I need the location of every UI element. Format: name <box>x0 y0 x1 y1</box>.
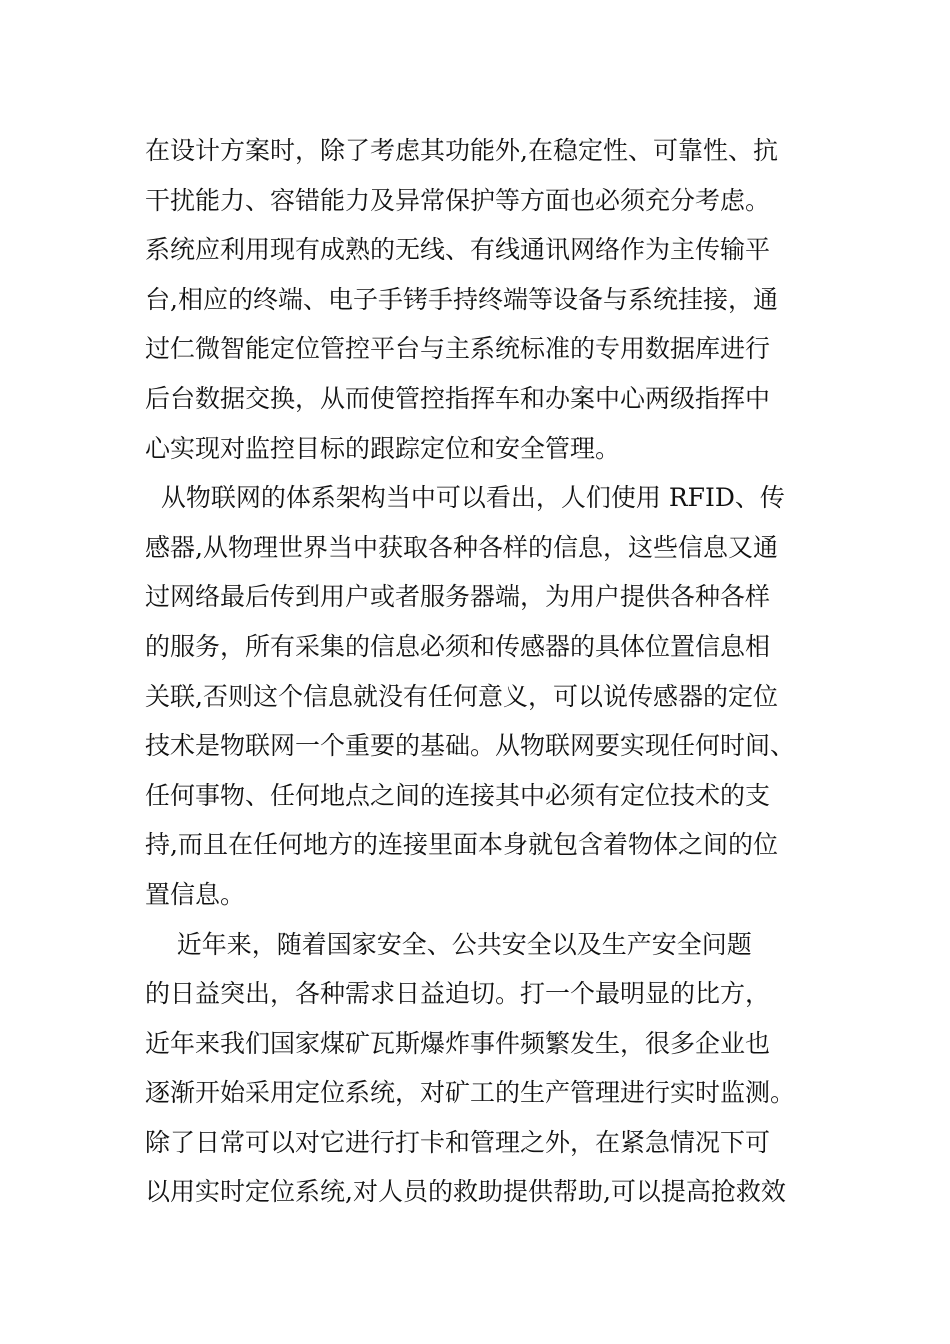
paragraph-1 <box>145 126 805 473</box>
text-line: 以用实时定位系统,对人员的救助提供帮助,可以提高抢救效 <box>145 1177 786 1207</box>
text-line: 关联,否则这个信息就没有任何意义，可以说传感器的定位 <box>145 681 778 711</box>
text-line: 的日益突出，各种需求日益迫切。打一个最明显的比方， <box>145 979 771 1009</box>
text-line: 台,相应的终端、电子手铐手持终端等设备与系统挂接，通 <box>145 284 778 314</box>
text-line: 近年来我们国家煤矿瓦斯爆炸事件频繁发生，很多企业也 <box>145 1028 771 1058</box>
text-line: 逐渐开始采用定位系统，对矿工的生产管理进行实时监测。 <box>145 1078 796 1108</box>
paragraph-3 <box>145 920 805 1218</box>
text-line: 的服务，所有采集的信息必须和传感器的具体位置信息相 <box>145 631 771 661</box>
paragraph-2 <box>145 473 805 919</box>
text-line: 除了日常可以对它进行打卡和管理之外，在紧急情况下可 <box>145 1127 771 1157</box>
text-line: 置信息。 <box>145 879 246 909</box>
text-line: 系统应利用现有成熟的无线、有线通讯网络作为主传输平 <box>145 235 771 265</box>
text-line: 干扰能力、容错能力及异常保护等方面也必须充分考虑。 <box>145 185 771 215</box>
text-line: 任何事物、任何地点之间的连接其中必须有定位技术的支 <box>145 780 771 810</box>
text-line: 持,而且在任何地方的连接里面本身就包含着物体之间的位 <box>145 830 778 860</box>
text-line: 后台数据交换，从而使管控指挥车和办案中心两级指挥中 <box>145 383 771 413</box>
text-line: 心实现对监控目标的跟踪定位和安全管理。 <box>145 433 621 463</box>
text-line: 在设计方案时，除了考虑其功能外,在稳定性、可靠性、抗 <box>145 136 778 165</box>
document-body <box>145 126 805 1217</box>
text-line: 过仁微智能定位管控平台与主系统标准的专用数据库进行 <box>145 334 771 364</box>
text-line: 感器,从物理世界当中获取各种各样的信息，这些信息又通 <box>145 532 778 562</box>
text-line: 从物联网的体系架构当中可以看出，人们使用 RFID、传 <box>145 483 785 513</box>
text-line: 技术是物联网一个重要的基础。从物联网要实现任何时间、 <box>145 731 796 761</box>
text-line: 近年来，随着国家安全、公共安全以及生产安全问题 <box>145 929 752 959</box>
text-line: 过网络最后传到用户或者服务器端，为用户提供各种各样 <box>145 582 771 612</box>
